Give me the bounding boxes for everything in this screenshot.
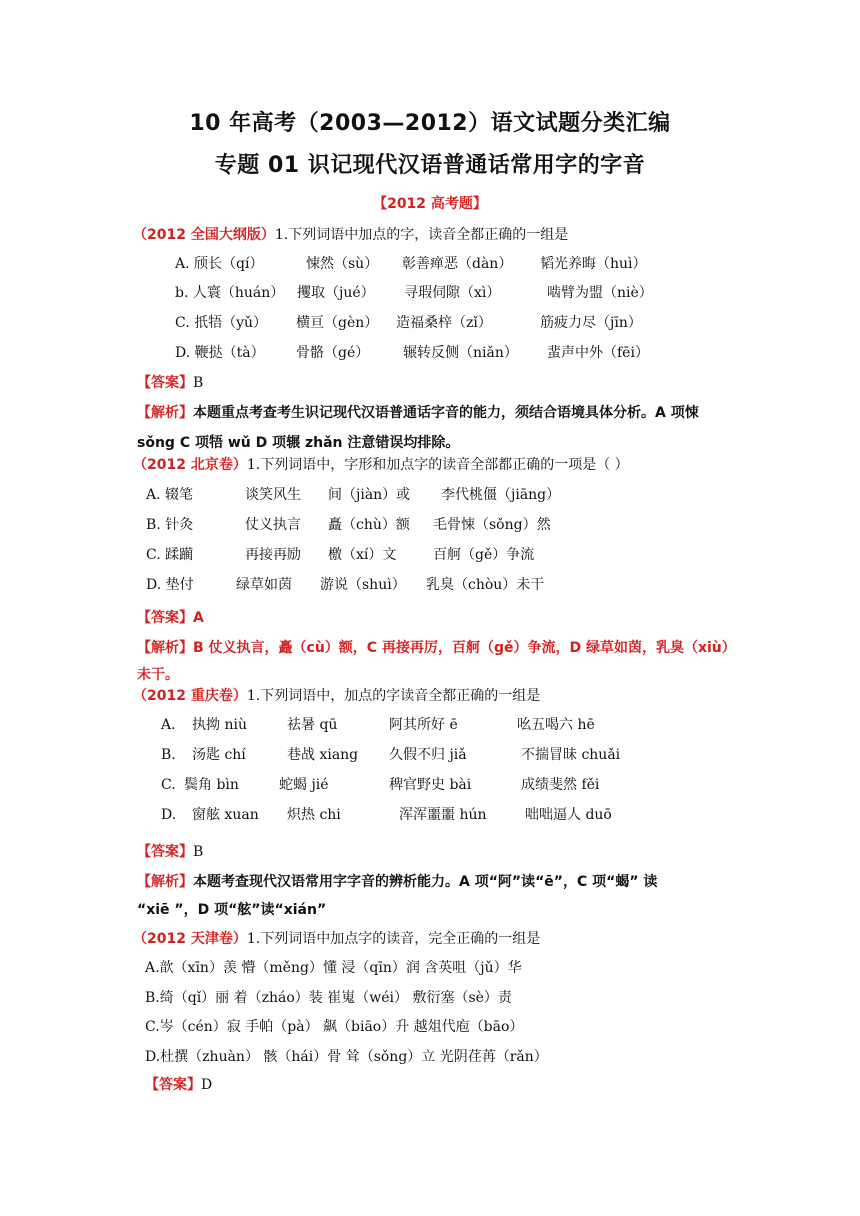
q3-option-b-4: 不揣冒昧 chuǎi [521,747,621,763]
q3-analysis-line-1: 【解析】本题考查现代汉语常用字字音的辨析能力。A 项“阿”读“ē”，C 项“蝎” 读 [137,874,658,890]
q1-option-d-3: 辗转反侧（niǎn） [403,345,518,361]
q3-option-d-4: 咄咄逼人 duō [525,807,612,823]
q2-option-d-1: D. 垫付 [146,577,194,593]
q3-source: （2012 重庆卷） [133,688,247,704]
q2-option-a-2: 谈笑风生 [245,487,301,503]
q3-option-c-1: 鬓角 bìn [184,777,239,793]
q3-option-a-2: 祛暑 qū [287,717,338,733]
q2-option-a-1: A. 辍笔 [146,487,194,503]
q1-option-b-3: 寻瑕伺隙（xì） [404,285,501,301]
q2-analysis-line-2: 未干。 [137,667,179,683]
q3-answer: 【答案】B [137,844,204,860]
q3-option-c-2: 蛇蝎 jié [279,777,329,793]
q3-option-a-4: 吆五喝六 hē [517,717,595,733]
q2-answer: 【答案】A [137,610,204,626]
section-heading: 【2012 高考题】 [373,196,487,212]
q4-option-a: A.歆（xīn）羡 懵（měng）懂 浸（qīn）润 含英咀（jǔ）华 [145,960,522,976]
q1-source: （2012 全国大纲版） [133,227,275,243]
q1-option-d-1: D. 鞭挞（tà） [175,345,265,361]
q2-option-d-3: 游说（shuì） [320,577,406,593]
q1-option-b-2: 攫取（jué） [297,285,375,301]
q3-option-a-label: A. [161,717,176,733]
q3-option-b-2: 巷战 xiang [287,747,359,763]
q1-option-a-3: 彰善瘅恶（dàn） [402,256,513,272]
q1-option-a-4: 韬光养晦（huì） [540,256,647,272]
q1-analysis-line-1: 【解析】本题重点考查考生识记现代汉语普通话字音的能力，须结合语境具体分析。A 项悚 [137,405,699,421]
q3-option-c-4: 成绩斐然 fěi [521,777,600,793]
q4-option-d: D.杜撰（zhuàn） 骸（hái）骨 耸（sǒng）立 光阴荏苒（rǎn） [145,1049,548,1065]
q2-option-b-1: B. 针灸 [146,517,194,533]
q1-option-d-2: 骨骼（gé） [296,345,370,361]
q1-option-c-1: C. 扺牾（yǔ） [175,315,268,331]
q1-analysis-line-2: sǒng C 项牾 wǔ D 项辗 zhǎn 注意错误均排除。 [137,435,460,451]
q2-option-b-2: 仗义执言 [245,517,301,533]
q2-option-c-2: 再接再励 [245,547,301,563]
q1-option-a-2: 悚然（sù） [306,256,379,272]
q3-option-a-1: 执拗 niù [192,717,247,733]
q3-analysis-line-2: “xiē ”，D 项“舷”读“xián” [137,902,327,918]
q1-option-c-4: 筋疲力尽（jīn） [540,315,642,331]
q3-option-a-3: 阿其所好 ē [389,717,458,733]
q3-option-d-3: 浑浑噩噩 hún [399,807,487,823]
q1-stem: （2012 全国大纲版）1.下列词语中加点的字，读音全都正确的一组是 [133,227,569,243]
q2-analysis-line-1: 【解析】B 仗义执言，矗（cù）额，C 再接再厉，百舸（gě）争流，D 绿草如茵，乳臭（xiù） [137,640,736,656]
document-title: 10 年高考（2003—2012）语文试题分类汇编 [189,111,671,136]
q2-stem: （2012 北京卷）1.下列词语中，字形和加点字的读音全部都正确的一项是（ ） [133,457,629,473]
q3-option-b-3: 久假不归 jiǎ [389,747,467,763]
q4-option-c: C.岑（cén）寂 手帕（pà） 飙（biāo）升 越俎代庖（bāo） [145,1019,524,1035]
q1-option-a-1: A. 颀长（qí） [175,256,264,272]
document-subtitle: 专题 01 识记现代汉语普通话常用字的字音 [214,153,646,178]
q2-option-c-3: 檄（xí）文 [328,547,397,563]
q4-stem: （2012 天津卷）1.下列词语中加点字的读音，完全正确的一组是 [133,931,541,947]
q2-source: （2012 北京卷） [133,457,247,473]
q3-option-b-1: 汤匙 chí [192,747,246,763]
q2-option-a-3: 间（jiàn）或 [328,487,411,503]
q2-option-d-4: 乳臭（chòu）未干 [426,577,545,593]
q3-option-d-1: 窗舷 xuan [192,807,259,823]
q4-source: （2012 天津卷） [133,931,247,947]
q3-option-b-label: B. [161,747,176,763]
q2-option-b-3: 矗（chù）额 [328,517,410,533]
q2-option-c-1: C. 蹂躏 [146,547,194,563]
q3-stem: （2012 重庆卷）1.下列词语中，加点的字读音全都正确的一组是 [133,688,541,704]
q2-option-c-4: 百舸（gě）争流 [433,547,535,563]
q1-option-d-4: 蜚声中外（fēi） [547,345,649,361]
q1-option-b-4: 啮臂为盟（niè） [547,285,653,301]
q3-option-d-2: 炽热 chi [287,807,341,823]
q1-answer: 【答案】B [137,375,204,391]
q1-option-c-2: 横亘（gèn） [296,315,379,331]
q4-answer: 【答案】D [145,1077,213,1093]
q2-option-b-4: 毛骨悚（sǒng）然 [433,517,551,533]
q2-option-d-2: 绿草如茵 [236,577,292,593]
q3-option-c-3: 稗官野史 bài [389,777,472,793]
q3-option-d-label: D. [161,807,177,823]
q1-option-c-3: 造福桑梓（zǐ） [396,315,492,331]
q1-option-b-1: b. 人寰（huán） [175,285,285,301]
q3-option-c-label: C. [161,777,176,793]
q2-option-a-4: 李代桃僵（jiāng） [441,487,561,503]
q4-option-b: B.绮（qǐ）丽 着（zháo）装 崔嵬（wéi） 敷衍塞（sè）责 [145,990,512,1006]
